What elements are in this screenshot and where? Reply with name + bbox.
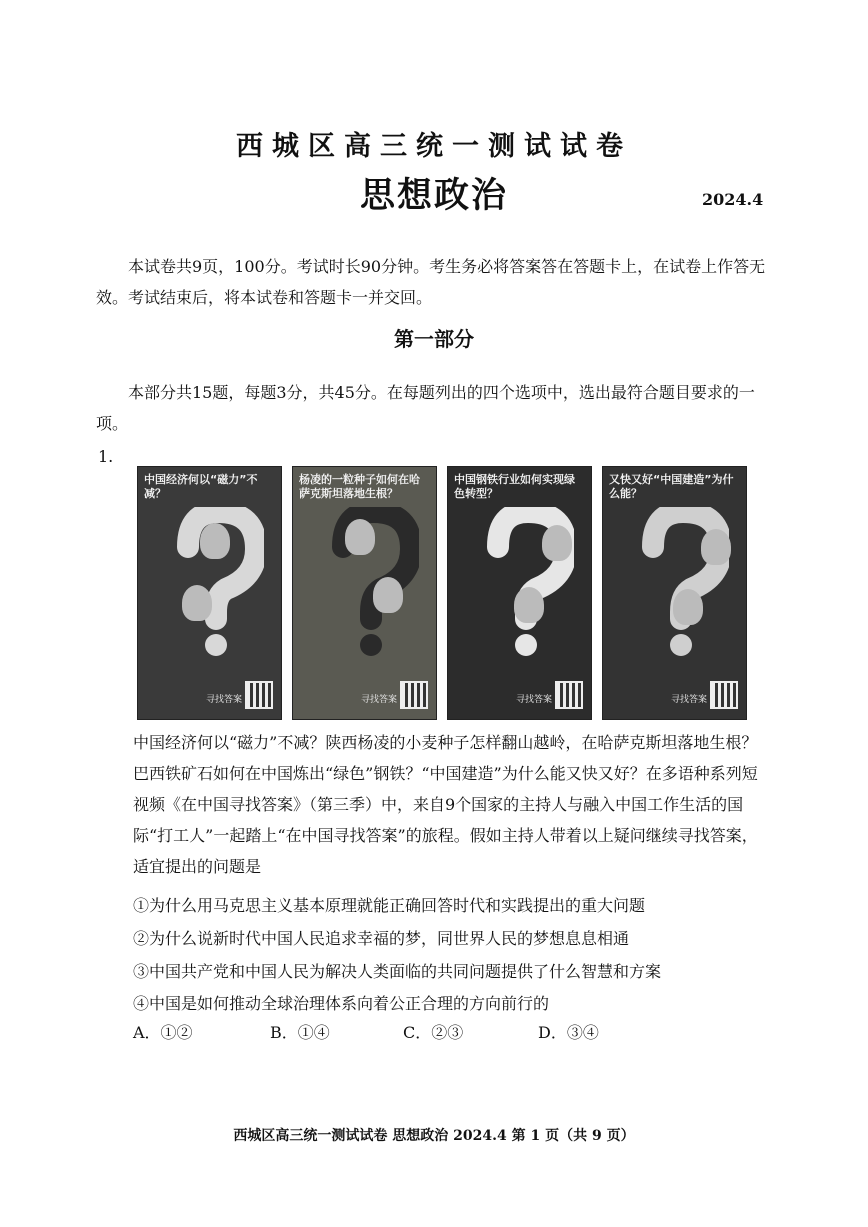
exam-title: 西城区高三统一测试试卷	[236, 131, 632, 162]
part-title: 第一部分	[394, 327, 474, 351]
poster-title: 杨凌的一粒种子如何在哈萨克斯坦落地生根？	[299, 473, 420, 500]
page-footer: 西城区高三统一测试试卷 思想政治 2024.4 第 1 页（共 9 页）	[233, 1128, 635, 1144]
poster-image	[292, 466, 437, 720]
choice-c[interactable]: C．②③	[403, 1023, 464, 1042]
poster-group	[137, 466, 745, 718]
person-photo	[673, 589, 703, 625]
poster-image	[137, 466, 282, 720]
choice-b[interactable]: B．①④	[270, 1023, 330, 1042]
poster-image	[447, 466, 592, 720]
qr-code-icon	[245, 681, 273, 709]
choice-d[interactable]: D．③④	[538, 1023, 599, 1042]
statement-option: ③中国共产党和中国人民为解决人类面临的共同问题提供了什么智慧和方案	[133, 962, 662, 981]
person-photo	[373, 577, 403, 613]
person-photo	[542, 525, 572, 561]
statement-option: ②为什么说新时代中国人民追求幸福的梦，同世界人民的梦想息息相通	[133, 929, 630, 948]
exam-instructions: 本试卷共9页，100分。考试时长90分钟。考生务必将答案答在答题卡上，在试卷上作答无效。考试结束后，将本试卷和答题卡一并交回。	[96, 257, 766, 307]
statement-option: ①为什么用马克思主义基本原理就能正确回答时代和实践提出的重大问题	[133, 896, 646, 915]
person-photo	[701, 529, 731, 565]
person-photo	[182, 585, 212, 621]
exam-date: 2024.4	[702, 190, 764, 209]
question-number: 1.	[98, 447, 114, 466]
poster-title: 中国经济何以“磁力”不减？	[144, 473, 258, 500]
subject-title: 思想政治	[359, 175, 508, 216]
poster-title: 中国钢铁行业如何实现绿色转型？	[454, 473, 575, 500]
poster-title: 又快又好“中国建造”为什么能？	[609, 473, 734, 500]
statement-option: ④中国是如何推动全球治理体系向着公正合理的方向前行的	[133, 994, 550, 1013]
question-stem: 中国经济何以“磁力”不减？陕西杨凌的小麦种子怎样翻山越岭，在哈萨克斯坦落地生根？巴西铁矿石如何在中国炼出“绿色”钢铁？“中国建造”为什么能又快又好？在多语种系列短视频《在中国寻找答案》（第三季）中，来自9个国家的主持人与融入中国工作生活的国际“打工人”一起踏上“在中国寻找答案”的旅程。假如主持人带着以上疑问继续寻找答案，适宜提出的问题是	[133, 733, 758, 876]
person-photo	[345, 519, 375, 555]
poster-caption: 寻找答案	[516, 695, 553, 705]
choice-a[interactable]: A．①②	[133, 1023, 193, 1042]
poster-caption: 寻找答案	[206, 695, 243, 705]
qr-code-icon	[710, 681, 738, 709]
part-description: 本部分共15题，每题3分，共45分。在每题列出的四个选项中，选出最符合题目要求的一项。	[96, 383, 755, 433]
person-photo	[514, 587, 544, 623]
person-photo	[200, 523, 230, 559]
poster-caption: 寻找答案	[671, 695, 708, 705]
poster-caption: 寻找答案	[361, 695, 398, 705]
qr-code-icon	[400, 681, 428, 709]
poster-image	[602, 466, 747, 720]
qr-code-icon	[555, 681, 583, 709]
